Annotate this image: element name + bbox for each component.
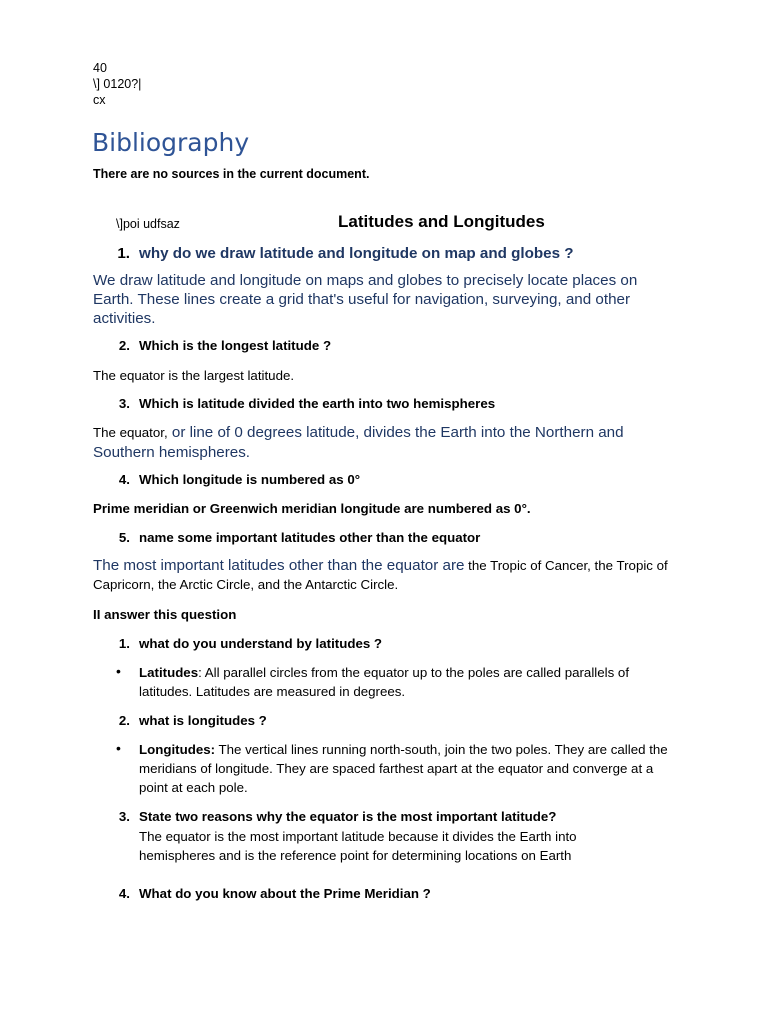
- answer-5-part2: the Tropic of Cancer, the Tropic of Capricorn, the Arctic Circle, and the Antarctic Circle.: [93, 558, 668, 592]
- question-number: 2.: [118, 713, 130, 728]
- scribble-line-2: \] 0120?|: [93, 77, 142, 91]
- question-1: why do we draw latitude and longitude on map and globes ?: [139, 245, 574, 262]
- section-2-answer-3: The equator is the most important latitude because it divides the Earth into hemispheres and is the reference point for determining locations on Earth: [139, 829, 577, 863]
- answer-3-part1: The equator,: [93, 425, 168, 440]
- bibliography-title: Bibliography: [92, 128, 250, 157]
- question-number: 1.: [117, 245, 130, 262]
- section-2-question-1: what do you understand by latitudes ?: [139, 636, 383, 651]
- question-5: name some important latitudes other than the equator: [139, 530, 481, 545]
- question-2: Which is the longest latitude ?: [139, 338, 332, 353]
- section-2-answer-1: [139, 663, 674, 701]
- bibliography-note: There are no sources in the current document.: [93, 167, 370, 181]
- section-2-answer-2: [139, 740, 674, 797]
- answer-2: The equator is the largest latitude.: [93, 368, 295, 383]
- bullet-term-latitudes: Latitudes: [139, 665, 199, 680]
- answer-4: Prime meridian or Greenwich meridian longitude are numbered as 0°.: [93, 501, 531, 516]
- section-2-question-4: What do you know about the Prime Meridian ?: [139, 886, 431, 901]
- answer-3-part2: or line of 0 degrees latitude, divides the Earth into the Northern and Southern hemispheres.: [93, 424, 624, 461]
- question-number: 3.: [118, 809, 130, 824]
- bullet-icon: •: [116, 740, 121, 756]
- bullet-text-longitudes: The vertical lines running north-south, join the two poles. They are called the meridians of longitude. They are spaced farthest apart at the equator and converge at a point at each pole.: [139, 742, 668, 795]
- answer-3: [93, 423, 673, 462]
- scribble-line-1: 40: [93, 61, 107, 75]
- scribble-line-3: cx: [93, 93, 106, 107]
- bullet-icon: •: [116, 663, 121, 679]
- section-2-heading: II answer this question: [93, 607, 237, 622]
- section-2-question-3: State two reasons why the equator is the most important latitude?: [139, 809, 557, 824]
- answer-1: We draw latitude and longitude on maps and globes to precisely locate places on Earth. These lines create a grid that's useful for navigation, surveying, and other activities.: [93, 272, 638, 327]
- answer-5: [93, 556, 683, 594]
- question-number: 5.: [118, 530, 130, 545]
- question-3: Which is latitude divided the earth into two hemispheres: [139, 396, 496, 411]
- subheader-left-text: \]poi udfsaz: [116, 217, 180, 231]
- question-number: 4.: [118, 886, 130, 901]
- question-number: 3.: [118, 396, 130, 411]
- question-number: 1.: [118, 636, 130, 651]
- bullet-term-longitudes: Longitudes:: [139, 742, 216, 757]
- page-heading: Latitudes and Longitudes: [338, 212, 545, 231]
- question-number: 4.: [118, 472, 130, 487]
- section-2-question-2: what is longitudes ?: [139, 713, 267, 728]
- question-4: Which longitude is numbered as 0°: [139, 472, 361, 487]
- question-number: 2.: [118, 338, 130, 353]
- answer-5-part1: The most important latitudes other than the equator are: [93, 557, 465, 574]
- bullet-text-latitudes: : All parallel circles from the equator up to the poles are called parallels of latitudes. Latitudes are measured in degrees.: [139, 665, 630, 699]
